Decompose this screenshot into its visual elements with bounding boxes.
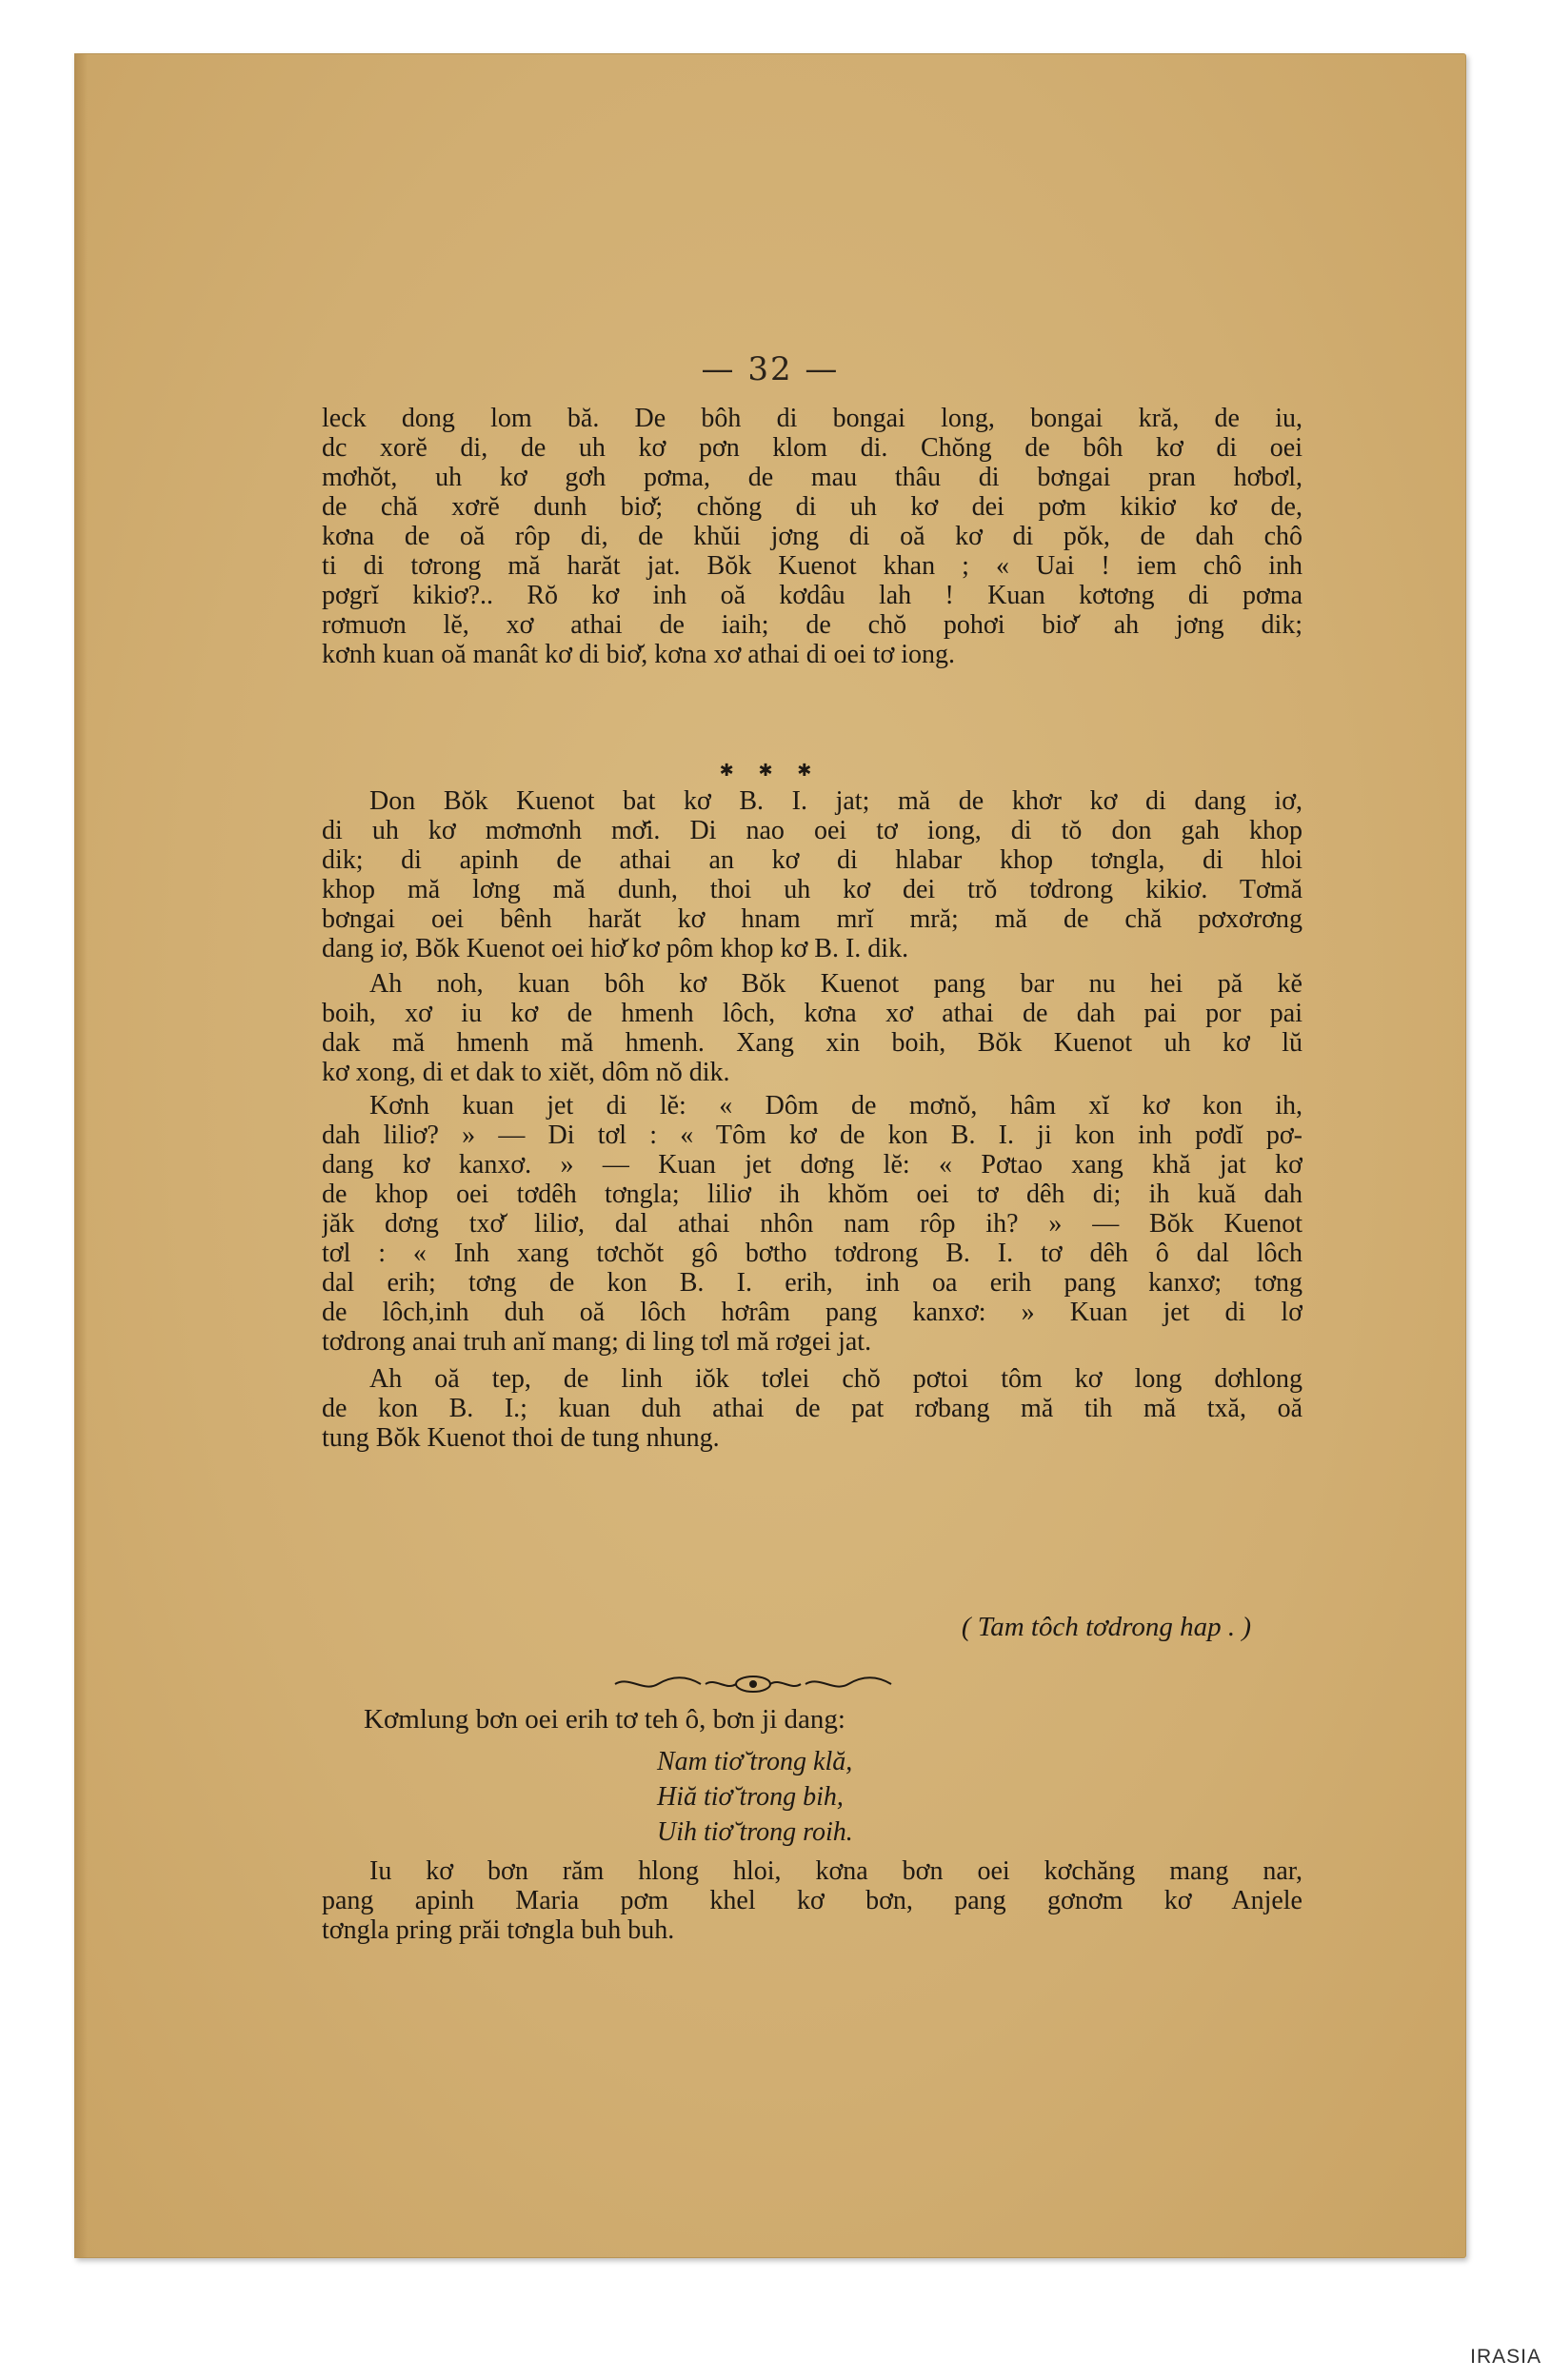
paragraph-6 bbox=[322, 1856, 1302, 1945]
text-line: khop mă lơng mă dunh, thoi uh kơ dei trŏ tơdrong kikiơ. Tơmă bbox=[322, 875, 1302, 904]
paragraph-5 bbox=[322, 1364, 1302, 1453]
text-line: de lôch,inh duh oă lôch hơrâm pang kanxơ: » Kuan jet di lơ bbox=[322, 1298, 1302, 1327]
text-line: dang iơ, Bŏk Kuenot oei hiơ̆ kơ pôm khop kơ B. I. dik. bbox=[322, 934, 909, 963]
poem-intro: Kơmlung bơn oei erih tơ teh ô, bơn ji dang: bbox=[364, 1704, 845, 1735]
text-line: rơmuơn lĕ, xơ athai de iaih; de chŏ pohơi biơ̆ ah jơng dik; bbox=[322, 610, 1302, 640]
watermark: IRASIA bbox=[1470, 2346, 1541, 2368]
page-number: — 32 — bbox=[701, 350, 840, 388]
text-line: dc xorĕ di, de uh kơ pơn klom di. Chŏng de bôh kơ di oei bbox=[322, 433, 1302, 463]
text-line: Iu kơ bơn răm hlong hloi, kơna bơn oei kơchăng mang nar, bbox=[369, 1856, 1302, 1886]
ornament-divider bbox=[610, 1672, 896, 1696]
poem-line: Uih tiơ̆ trong roih. bbox=[657, 1817, 853, 1847]
text-line: dah liliơ? » — Di tơl : « Tôm kơ de kon B. I. ji kon inh pơdĭ pơ- bbox=[322, 1121, 1302, 1150]
text-line: dak mă hmenh mă hmenh. Xang xin boih, Bŏk Kuenot uh kơ lŭ bbox=[322, 1028, 1302, 1058]
poem-line: Hiă tiơ̆ trong bih, bbox=[657, 1782, 844, 1812]
text-line: dang kơ kanxơ. » — Kuan jet dơng lĕ: « Pơtao xang khă jat kơ bbox=[322, 1150, 1302, 1180]
text-line: ti di tơrong mă harăt jat. Bŏk Kuenot khan ; « Uai ! iem chô inh bbox=[322, 551, 1302, 581]
text-line: jăk dơng txơ̆ liliơ, dal athai nhôn nam rôp ih? » — Bŏk Kuenot bbox=[322, 1209, 1302, 1239]
text-line: boih, xơ iu kơ de hmenh lôch, kơna xơ athai de dah pai por pai bbox=[322, 999, 1302, 1028]
text-line: de chă xơrĕ dunh biơ̆; chŏng di uh kơ dei pơm kikiơ kơ de, bbox=[322, 492, 1302, 522]
text-line: leck dong lom bă. De bôh di bongai long, bongai kră, de iu, bbox=[322, 404, 1302, 433]
text-line: tung Bŏk Kuenot thoi de tung nhung. bbox=[322, 1423, 720, 1453]
text-line: tơl : « Inh xang tơchŏt gô bơtho tơdrong B. I. tơ dêh ô dal lôch bbox=[322, 1239, 1302, 1268]
text-line: tơdrong anai truh anĭ mang; di ling tơl mă rơgei jat. bbox=[322, 1327, 872, 1357]
text-line: Kơnh kuan jet di lĕ: « Dôm de mơnŏ, hâm xĭ kơ kon ih, bbox=[369, 1091, 1302, 1121]
text-line: de kon B. I.; kuan duh athai de pat rơbang mă tih mă txă, oă bbox=[322, 1394, 1302, 1423]
text-line: Ah noh, kuan bôh kơ Bŏk Kuenot pang bar nu hei pă kĕ bbox=[369, 969, 1302, 999]
text-line: Ah oă tep, de linh iŏk tơlei chŏ pơtoi tôm kơ long dơhlong bbox=[369, 1364, 1302, 1394]
text-line: dal erih; tơng de kon B. I. erih, inh oa erih pang kanxơ; tơng bbox=[322, 1268, 1302, 1298]
page-sheet bbox=[74, 53, 1466, 2258]
text-line: kơna de oă rôp di, de khŭi jơng di oă kơ di pŏk, de dah chô bbox=[322, 522, 1302, 551]
section-separator-stars: ✱ ✱ ✱ bbox=[719, 761, 822, 781]
text-line: Don Bŏk Kuenot bat kơ B. I. jat; mă de khơr kơ di dang iơ, bbox=[369, 786, 1302, 816]
text-line: di uh kơ mơmơnh mơ̆i. Di nao oei tơ iong, di tŏ don gah khop bbox=[322, 816, 1302, 845]
text-line: mơhŏt, uh kơ gơh pơma, de mau thâu di bơngai pran hơbơl, bbox=[322, 463, 1302, 492]
paragraph-4 bbox=[322, 1091, 1302, 1357]
paragraph-3 bbox=[322, 969, 1302, 1087]
paragraph-2 bbox=[322, 786, 1302, 963]
text-line: de khop oei tơdêh tơngla; liliơ ih khŏm oei tơ dêh di; ih kuă dah bbox=[322, 1180, 1302, 1209]
poem bbox=[657, 1744, 853, 1850]
paragraph-1 bbox=[322, 404, 1302, 669]
text-line: dik; di apinh de athai an kơ di hlabar khop tơngla, di hloi bbox=[322, 845, 1302, 875]
text-line: kơ xong, di et dak to xiĕt, dôm nŏ dik. bbox=[322, 1058, 730, 1087]
text-line: pơgrĭ kikiơ?.. Rŏ kơ inh oă kơdâu lah ! Kuan kơtơng di pơma bbox=[322, 581, 1302, 610]
text-line: kơnh kuan oă manât kơ di biơ̆, kơna xơ athai di oei tơ iong. bbox=[322, 640, 956, 669]
poem-line: Nam tiơ̆ trong klă, bbox=[657, 1747, 853, 1776]
text-line: tơngla pring prăi tơngla buh buh. bbox=[322, 1915, 675, 1945]
chapter-end-note: ( Tam tôch tơdrong hap . ) bbox=[961, 1612, 1251, 1642]
text-line: pang apinh Maria pơm khel kơ bơn, pang gơnơm kơ Anjele bbox=[322, 1886, 1302, 1915]
text-line: bơngai oei bênh harăt kơ hnam mrĭ mră; mă de chă pơxơrơng bbox=[322, 904, 1302, 934]
